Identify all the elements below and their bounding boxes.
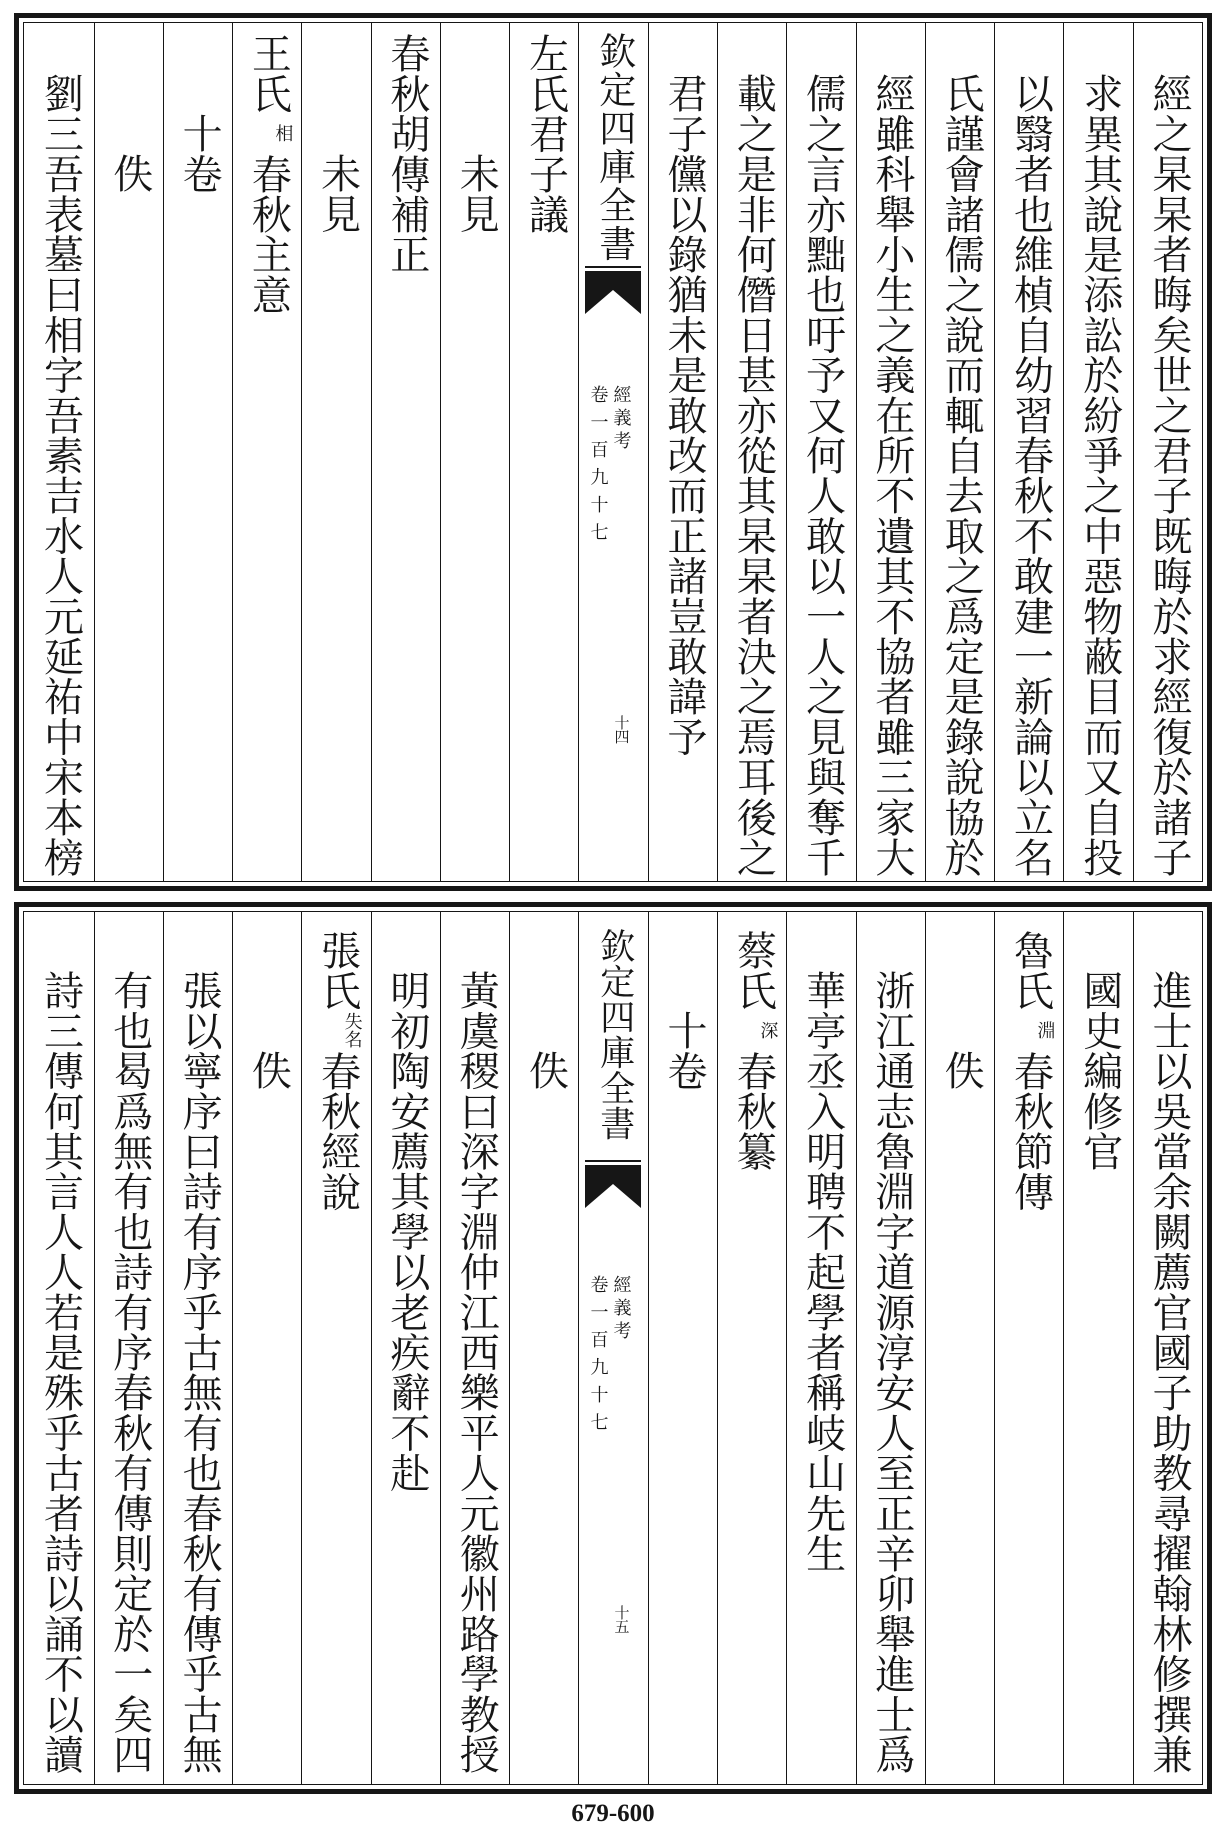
- status-column: [301, 23, 370, 881]
- column-text: 未見: [453, 153, 500, 234]
- status-column: [440, 23, 509, 881]
- entry-author: 張氏: [314, 929, 361, 1010]
- body-text-column: [1133, 912, 1202, 1784]
- column-text: 氏謹會諸儒之說而輒自去取之爲定是錄說協於: [938, 72, 985, 877]
- body-text-column: [440, 912, 509, 1784]
- body-text-column: [994, 23, 1063, 881]
- body-text-column: [24, 23, 93, 881]
- fold-book-title: 經義考: [610, 385, 632, 454]
- fold-title: 欽定四庫全書: [592, 32, 636, 263]
- entry-author: 魯氏: [1007, 929, 1054, 1010]
- column-text: 佚: [245, 1050, 292, 1091]
- column-text: 經之杲杲者晦矣世之君子既晦於求經復於諸子: [1146, 72, 1192, 877]
- column-text: [302, 912, 370, 1784]
- column-text: 左氏君子議: [522, 32, 569, 234]
- entry-title-column: [509, 23, 578, 881]
- body-text-column: [1133, 23, 1202, 881]
- entry-book-title: 春秋經說: [314, 1050, 361, 1211]
- column-text: 浙江通志魯淵字道源淳安人至正辛卯舉進士爲: [868, 969, 915, 1774]
- top-half-page: [14, 13, 1212, 891]
- status-column: [94, 23, 163, 881]
- entry-book-title: 春秋纂: [730, 1050, 777, 1171]
- status-column: [925, 912, 994, 1784]
- author-name-note: 失名: [341, 1012, 363, 1048]
- column-text: [718, 912, 786, 1784]
- entry-title-column: [301, 912, 370, 1784]
- status-column: [648, 912, 717, 1784]
- author-name-note: 相: [272, 124, 294, 142]
- entry-book-title: 春秋主意: [245, 153, 292, 314]
- body-text-column: [856, 23, 925, 881]
- column-grid: [23, 911, 1203, 1785]
- column-text: 未見: [314, 153, 361, 234]
- body-text-column: [24, 912, 93, 1784]
- page-footer-number: 679-600: [571, 1800, 655, 1827]
- entry-book-title: 春秋節傳: [1007, 1050, 1054, 1211]
- body-text-column: [786, 912, 855, 1784]
- entry-author: 蔡氏: [730, 929, 777, 1010]
- body-text-column: [1063, 912, 1132, 1784]
- center-fold-column: [578, 912, 647, 1784]
- status-column: [509, 912, 578, 1784]
- bottom-half-page: [14, 902, 1212, 1794]
- column-text: [233, 23, 301, 881]
- body-text-column: [371, 912, 440, 1784]
- body-text-column: [925, 23, 994, 881]
- entry-title-column: [717, 912, 786, 1784]
- column-text: 劉三吾表墓曰相字吾素吉水人元延祐中宋本榜: [37, 72, 84, 877]
- column-text: [995, 912, 1063, 1784]
- fold-title: 欽定四庫全書: [594, 928, 635, 1141]
- body-text-column: [648, 23, 717, 881]
- center-fold-column: [578, 23, 647, 881]
- fold-juan-number: 卷一百九十七: [587, 385, 609, 550]
- column-text: 張以寧序曰詩有序乎古無有也春秋有傳乎古無: [176, 969, 223, 1774]
- entry-title-column: [371, 23, 440, 881]
- column-text: 佚: [106, 153, 153, 194]
- column-text: 華亭丞入明聘不起學者稱岐山先生: [799, 969, 846, 1573]
- column-grid: [23, 22, 1203, 882]
- fishtail-mark: [585, 1160, 641, 1210]
- body-text-column: [1063, 23, 1132, 881]
- column-text: 進士以吳當余闕薦官國子助教尋擢翰林修撰兼: [1146, 969, 1192, 1774]
- column-text: 載之是非何僭日甚亦從其杲杲者決之焉耳後之: [730, 72, 777, 877]
- column-text: 春秋胡傳補正: [383, 32, 430, 274]
- fold-juan-number: 卷一百九十七: [587, 1275, 609, 1440]
- column-text: 儒之言亦黜也吁予又何人敢以一人之見與奪千: [799, 72, 846, 877]
- column-text: 黃虞稷曰深字淵仲江西樂平人元徽州路學教授: [453, 969, 500, 1774]
- fold-book-title: 經義考: [610, 1275, 632, 1344]
- fishtail-mark: [585, 266, 641, 316]
- column-text: 有也曷爲無有也詩有序春秋有傳則定於一矣四: [106, 969, 153, 1774]
- column-text: 佚: [522, 1050, 569, 1091]
- entry-title-column: [232, 23, 301, 881]
- body-text-column: [717, 23, 786, 881]
- column-text: 詩三傳何其言人人若是殊乎古者詩以誦不以讀: [37, 969, 84, 1774]
- body-text-column: [786, 23, 855, 881]
- column-text: 以翳者也維楨自幼習春秋不敢建一新論以立名: [1007, 72, 1054, 877]
- body-text-column: [163, 912, 232, 1784]
- column-text: 明初陶安薦其學以老疾辭不赴: [383, 969, 430, 1493]
- author-name-note: 深: [757, 1021, 779, 1039]
- status-column: [163, 23, 232, 881]
- column-text: 經雖科舉小生之義在所不遺其不協者雖三家大: [868, 72, 915, 877]
- column-text: 十卷: [176, 112, 223, 194]
- fold-page-number: 十四: [612, 715, 631, 743]
- body-text-column: [94, 912, 163, 1784]
- fold-page-number: 十五: [612, 1605, 631, 1633]
- column-text: 國史編修官: [1076, 969, 1123, 1171]
- author-name-note: 淵: [1034, 1021, 1056, 1039]
- status-column: [232, 912, 301, 1784]
- column-text: 君子儻以錄猶未是敢改而正諸豈敢諱予: [661, 72, 708, 757]
- entry-title-column: [994, 912, 1063, 1784]
- column-text: 十卷: [661, 1009, 708, 1091]
- entry-author: 王氏: [245, 32, 292, 113]
- column-text: 佚: [938, 1050, 985, 1091]
- body-text-column: [856, 912, 925, 1784]
- column-text: 求異其說是添訟於紛爭之中惡物蔽目而又自投: [1076, 72, 1123, 877]
